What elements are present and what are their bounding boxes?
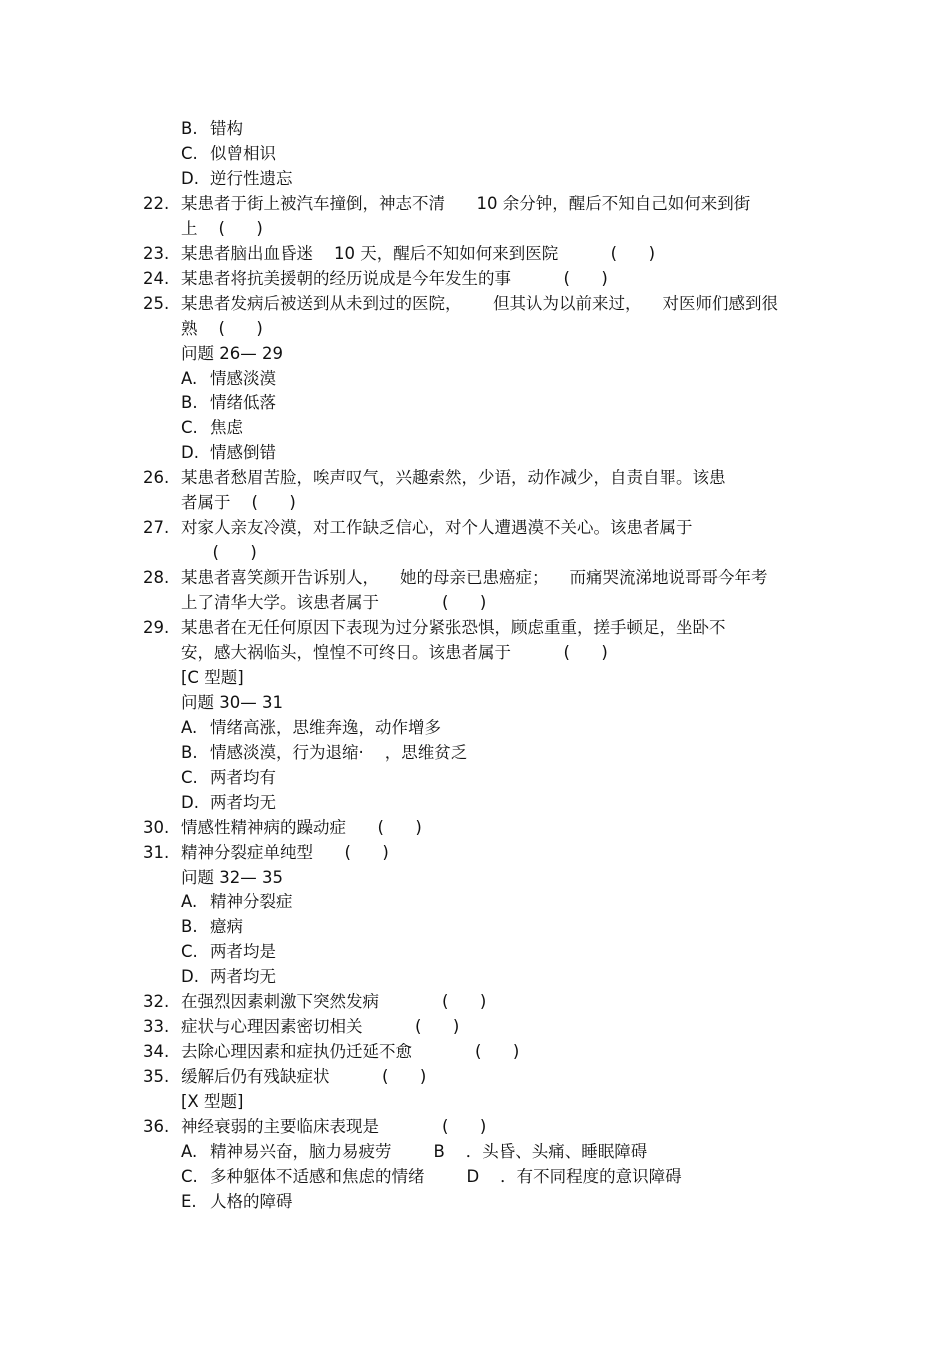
option-text: 情感淡漠: [210, 368, 276, 388]
question-text: 缓解后仍有残缺症状 ( ): [181, 1067, 427, 1087]
option-label: C.: [181, 1166, 198, 1186]
question-item: [143, 565, 767, 590]
question-item: [143, 266, 608, 291]
question-item: [143, 191, 750, 216]
option-text: 错构: [210, 119, 243, 138]
option-item: [181, 939, 276, 964]
option-text: 逆行性遗忘: [210, 168, 293, 188]
question-text: 精神分裂症单纯型 ( ): [181, 842, 389, 862]
question-item: [143, 515, 693, 540]
option-label: D.: [181, 443, 199, 463]
question-item: [143, 840, 389, 865]
option-item: [181, 166, 293, 191]
option-text: 情绪高涨，思维奔逸，动作增多: [210, 717, 441, 737]
option-label: B.: [181, 119, 198, 138]
section-header: [X 型题]: [181, 1092, 244, 1112]
option-text: 焦虑: [210, 418, 243, 438]
option-item: [181, 141, 276, 166]
question-text: 去除心理因素和症执仍迁延不愈 ( ): [181, 1042, 520, 1062]
option-label: C.: [181, 942, 198, 962]
question-text: 症状与心理因素密切相关 ( ): [181, 1017, 460, 1037]
option-item: [181, 715, 441, 740]
option-item: [181, 116, 243, 141]
option-text: 两者均无: [210, 967, 276, 987]
option-item: [181, 740, 467, 765]
question-text: 某患者在无任何原因下表现为过分紧张恐惧，顾虑重重，搓手顿足，坐卧不: [181, 618, 726, 637]
question-number: 32.: [143, 992, 170, 1012]
question-continuation: 上了清华大学。该患者属于 ( ): [181, 593, 487, 613]
option-text: 情感淡漠，行为退缩· ，思维贫乏: [210, 742, 468, 762]
option-text: 精神分裂症: [210, 892, 293, 912]
option-label: A.: [181, 1141, 198, 1161]
option-text: 精神易兴奋，脑力易疲劳 B ．头昏、头痛、睡眠障碍: [210, 1141, 648, 1161]
question-item: [143, 815, 422, 840]
option-item: [181, 790, 276, 815]
option-label: D.: [181, 792, 199, 812]
question-number: 34.: [143, 1042, 170, 1062]
option-item: [181, 366, 276, 391]
option-label: A.: [181, 717, 198, 737]
question-text: 某患者于街上被汽车撞倒，神志不清 10 余分钟，醒后不知自己如何来到街: [181, 193, 751, 213]
question-text: 神经衰弱的主要临床表现是 ( ): [181, 1117, 487, 1136]
question-number: 27.: [143, 518, 170, 538]
question-continuation: 熟 ( ): [181, 318, 263, 338]
question-text: 某患者将抗美援朝的经历说成是今年发生的事 ( ): [181, 268, 608, 288]
option-label: E.: [181, 1191, 197, 1211]
section-header: [C 型题]: [181, 667, 244, 687]
option-label: D.: [181, 168, 199, 188]
option-item: [181, 1139, 647, 1164]
option-text: 情绪低落: [210, 393, 276, 413]
question-text: 在强烈因素刺激下突然发病 ( ): [181, 992, 487, 1012]
question-number: 30.: [143, 817, 170, 837]
question-text: 某患者喜笑颜开告诉别人， 她的母亲已患癌症； 而痛哭流涕地说哥哥今年考: [181, 568, 768, 588]
question-continuation: 安，感大祸临头，惶惶不可终日。该患者属于 ( ): [181, 642, 608, 662]
option-item: [181, 1189, 293, 1214]
option-label: B.: [181, 393, 198, 413]
question-number: 25.: [143, 293, 170, 313]
option-item: [181, 765, 276, 790]
question-item: [143, 1114, 486, 1139]
question-text: 某患者愁眉苦脸，唉声叹气，兴趣索然，少语，动作减少，自责自罪。该患: [181, 468, 726, 488]
question-item: [143, 291, 778, 316]
question-item: [143, 989, 486, 1014]
question-item: [143, 1039, 519, 1064]
question-continuation: 上 ( ): [181, 218, 263, 238]
option-text: 两者均是: [210, 942, 276, 962]
question-number: 31.: [143, 842, 170, 862]
question-continuation: 者属于 ( ): [181, 493, 296, 513]
question-number: 22.: [143, 193, 170, 213]
option-text: 两者均无: [210, 792, 276, 812]
option-label: C.: [181, 143, 198, 163]
option-item: [181, 889, 293, 914]
question-continuation: ( ): [181, 543, 257, 563]
option-label: B.: [181, 917, 198, 937]
option-item: [181, 964, 276, 989]
question-number: 33.: [143, 1017, 170, 1037]
option-text: 情感倒错: [210, 443, 276, 463]
question-number: 24.: [143, 268, 170, 288]
option-label: B.: [181, 742, 198, 762]
question-number: 23.: [143, 243, 170, 263]
question-item: [143, 241, 655, 266]
question-number: 26.: [143, 468, 170, 488]
option-item: [181, 415, 243, 440]
section-header: 问题 30— 31: [181, 692, 283, 712]
option-item: [181, 914, 243, 939]
question-item: [143, 615, 726, 640]
option-label: C.: [181, 418, 198, 438]
option-item: [181, 390, 276, 415]
option-label: A.: [181, 368, 198, 388]
question-number: 29.: [143, 618, 170, 637]
question-item: [143, 1014, 459, 1039]
option-label: C.: [181, 767, 198, 787]
section-header: 问题 32— 35: [181, 867, 283, 887]
question-text: 某患者发病后被送到从未到过的医院， 但其认为以前来过， 对医师们感到很: [181, 293, 778, 313]
option-text: 癔病: [210, 917, 243, 937]
question-item: [143, 465, 726, 490]
option-item: [181, 1164, 682, 1189]
option-label: A.: [181, 892, 198, 912]
question-number: 36.: [143, 1117, 170, 1136]
option-text: 两者均有: [210, 767, 276, 787]
option-text: 人格的障碍: [210, 1191, 293, 1211]
question-item: [143, 1064, 426, 1089]
question-number: 28.: [143, 568, 170, 588]
question-number: 35.: [143, 1067, 170, 1087]
section-header: 问题 26— 29: [181, 343, 283, 363]
question-text: 对家人亲友冷漠，对工作缺乏信心，对个人遭遇漠不关心。该患者属于: [181, 518, 693, 538]
option-item: [181, 440, 276, 465]
question-text: 某患者脑出血昏迷 10 天，醒后不知如何来到医院 ( ): [181, 243, 656, 263]
question-text: 情感性精神病的躁动症 ( ): [181, 817, 422, 837]
option-text: 多种躯体不适感和焦虑的情绪 D ．有不同程度的意识障碍: [210, 1166, 682, 1186]
option-text: 似曾相识: [210, 143, 276, 163]
option-label: D.: [181, 967, 199, 987]
